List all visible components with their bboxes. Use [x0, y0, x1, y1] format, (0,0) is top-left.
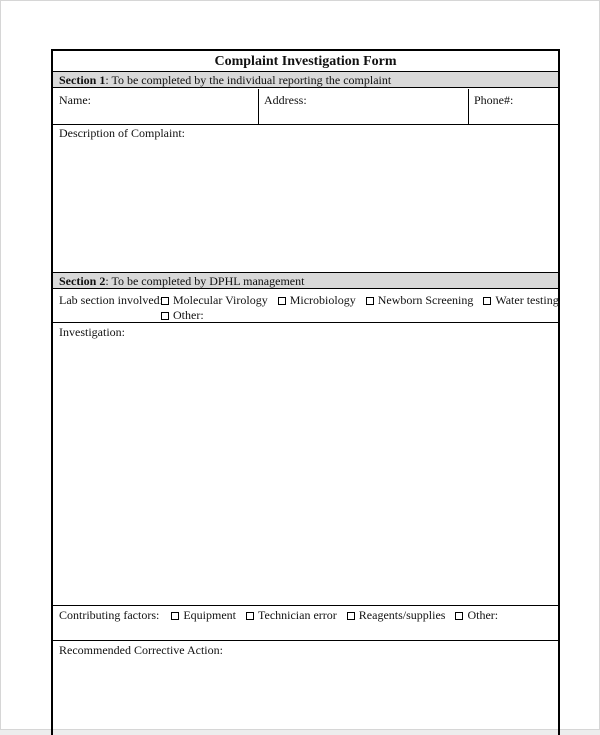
section-1-label: Section 1	[59, 73, 106, 87]
factor-option-technician-error[interactable]: Technician error	[246, 608, 337, 622]
lab-options-row-2	[161, 308, 211, 322]
checkbox-icon[interactable]	[278, 297, 286, 305]
divider	[468, 89, 469, 124]
divider	[258, 89, 259, 124]
name-field-label: Name:	[59, 93, 91, 107]
factor-option-other[interactable]: Other:	[455, 608, 498, 622]
divider	[53, 605, 558, 606]
investigation-field-label: Investigation:	[59, 325, 125, 339]
section-1-text: : To be completed by the individual reporting the complaint	[105, 73, 392, 87]
checkbox-icon[interactable]	[366, 297, 374, 305]
divider	[53, 322, 558, 323]
contributing-factors-row	[59, 608, 505, 622]
description-field-label: Description of Complaint:	[59, 126, 185, 140]
lab-option-water-testing[interactable]: Water testing	[483, 293, 558, 307]
lab-option-microbiology[interactable]: Microbiology	[278, 293, 356, 307]
lab-option-molecular-virology[interactable]: Molecular Virology	[161, 293, 268, 307]
checkbox-icon[interactable]	[161, 297, 169, 305]
corrective-action-field-label: Recommended Corrective Action:	[59, 643, 223, 657]
checkbox-icon[interactable]	[483, 297, 491, 305]
checkbox-icon[interactable]	[161, 312, 169, 320]
form-title: Complaint Investigation Form	[53, 51, 558, 72]
section-2-header	[53, 273, 558, 289]
complaint-form	[51, 49, 560, 735]
phone-field-label: Phone#:	[474, 93, 514, 107]
section-1-header	[53, 72, 558, 88]
factor-option-equipment[interactable]: Equipment	[171, 608, 236, 622]
section-2-label: Section 2	[59, 274, 106, 288]
checkbox-icon[interactable]	[347, 612, 355, 620]
lab-section-label: Lab section involved:	[59, 293, 163, 307]
section-2-text: : To be completed by DPHL management	[105, 274, 305, 288]
lab-option-other[interactable]: Other:	[161, 308, 204, 322]
divider	[53, 640, 558, 641]
divider	[53, 124, 558, 125]
lab-options-row-1	[161, 293, 566, 307]
factor-option-reagents-supplies[interactable]: Reagents/supplies	[347, 608, 446, 622]
address-field-label: Address:	[264, 93, 307, 107]
checkbox-icon[interactable]	[455, 612, 463, 620]
checkbox-icon[interactable]	[171, 612, 179, 620]
lab-option-newborn-screening[interactable]: Newborn Screening	[366, 293, 474, 307]
contributing-factors-label: Contributing factors:	[59, 608, 160, 622]
checkbox-icon[interactable]	[246, 612, 254, 620]
